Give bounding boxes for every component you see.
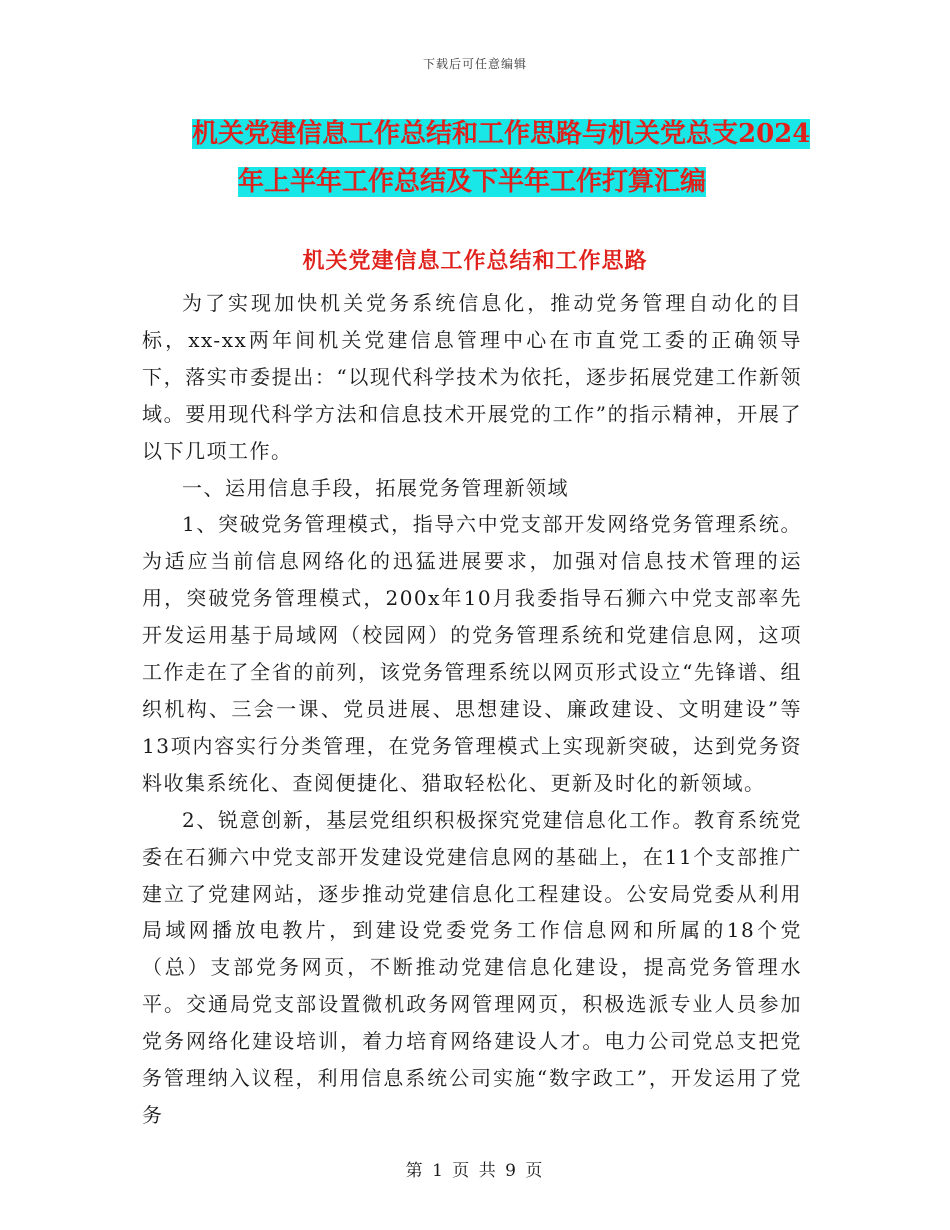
title-line-2-text: 年上半年工作总结及下半年工作打算汇编: [238, 167, 707, 197]
body-text: [142, 285, 802, 1134]
paragraph-item-1: 1、突破党务管理模式，指导六中党支部开发网络党务管理系统。为适应当前信息网络化的迅猛进展要求，加强对信息技术管理的运用，突破党务管理模式，200x年10月我委指导石狮六中党支部率先开发运用基于局域网（校园网）的党务管理系统和党建信息网，这项工作走在了全省的前列，该党务管理系统以网页形式设立“先锋谱、组织机构、三会一课、党员进展、思想建设、廉政建设、文明建设”等13项内容实行分类管理，在党务管理模式上实现新突破，达到党务资料收集系统化、查阅便捷化、猎取轻松化、更新及时化的新领域。: [142, 512, 802, 795]
document-title: [140, 110, 830, 206]
paragraph-intro: 为了实现加快机关党务系统信息化，推动党务管理自动化的目标，xx-xx两年间机关党建信息管理中心在市直党工委的正确领导下，落实市委提出：“以现代科学技术为依托，逐步拓展党建工作新领域。要用现代科学方法和信息技术开展党的工作”的指示精神，开展了以下几项工作。: [142, 291, 802, 463]
header-note: 下载后可任意编辑: [422, 57, 527, 71]
section-title: 机关党建信息工作总结和工作思路: [302, 248, 648, 274]
paragraph-heading-1: 一、运用信息手段，拓展党务管理新领域: [182, 475, 569, 500]
paragraph-item-2: 2、锐意创新，基层党组织积极探究党建信息化工作。教育系统党委在石狮六中党支部开发建设党建信息网的基础上，在11个支部推广建立了党建网站，逐步推动党建信息化工程建设。公安局党委从利用局域网播放电教片，到建设党委党务工作信息网和所属的18个党（总）支部党务网页，不断推动党建信息化建设，提高党务管理水平。交通局党支部设置微机政务网管理网页，积极选派专业人员参加党务网络化建设培训，着力培育网络建设人才。电力公司党总支把党务管理纳入议程，利用信息系统公司实施“数字政工”，开发运用了党务: [142, 807, 802, 1127]
title-line-1-text: 机关党建信息工作总结和工作思路与机关党总支2024: [192, 119, 811, 149]
page-footer: 第 1 页 共 9 页: [405, 1161, 545, 1181]
title-line-2: [140, 158, 830, 206]
title-line-1: [140, 110, 830, 158]
